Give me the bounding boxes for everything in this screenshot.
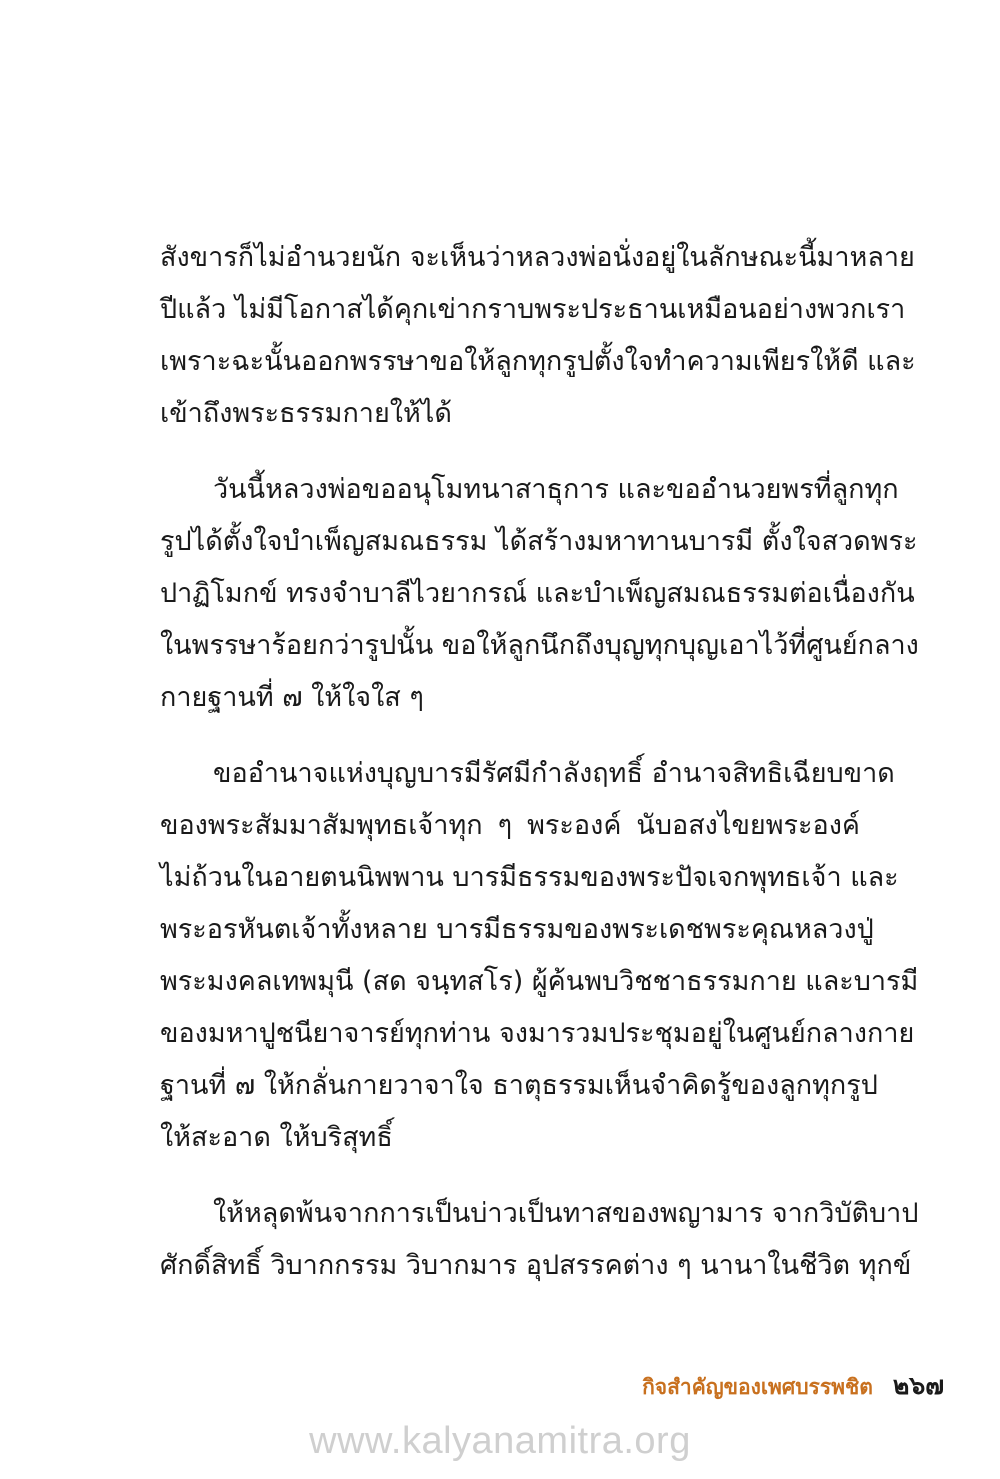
text-line: ขออำนาจแห่งบุญบารมีรัศมีกำลังฤทธิ์ อำนาจสิทธิเฉียบขาด — [213, 758, 895, 789]
text-line: วันนี้หลวงพ่อขออนุโมทนาสาธุการ และขออำนวยพรที่ลูกทุก — [213, 474, 899, 505]
text-line: เพราะฉะนั้นออกพรรษาขอให้ลูกทุกรูปตั้งใจทำความเพียรให้ดี และ — [160, 346, 916, 377]
text-line: ของมหาปูชนียาจารย์ทุกท่าน จงมารวมประชุมอยู่ในศูนย์กลางกาย — [160, 1018, 915, 1049]
text-line: ให้หลุดพ้นจากการเป็นบ่าวเป็นทาสของพญามาร จากวิบัติบาป — [213, 1198, 919, 1229]
text-line: ปาฏิโมกข์ ทรงจำบาลีไวยากรณ์ และบำเพ็ญสมณธรรมต่อเนื่องกัน — [160, 578, 915, 609]
text-line: ปีแล้ว ไม่มีโอกาสได้คุกเข่ากราบพระประธานเหมือนอย่างพวกเรา — [160, 294, 906, 325]
text-line: ให้สะอาด ให้บริสุทธิ์ — [160, 1122, 393, 1153]
body-text — [160, 232, 919, 1292]
page-footer — [642, 1366, 944, 1406]
text-line: รูปได้ตั้งใจบำเพ็ญสมณธรรม ได้สร้างมหาทานบารมี ตั้งใจสวดพระ — [160, 526, 918, 557]
paragraph-anumodana — [160, 464, 919, 724]
text-line: กายฐานที่ ๗ ให้ใจใส ๆ — [160, 682, 424, 713]
paragraph-liberation — [160, 1188, 919, 1292]
text-line: ศักดิ์สิทธิ์ วิบากกรรม วิบากมาร อุปสรรคต่าง ๆ นานาในชีวิต ทุกข์ — [160, 1250, 912, 1281]
watermark: www.kalyanamitra.org — [309, 1420, 691, 1462]
running-title: กิจสำคัญของเพศบรรพชิต — [642, 1375, 873, 1399]
paragraph-blessing — [160, 748, 919, 1164]
text-line: ของพระสัมมาสัมพุทธเจ้าทุก ๆ พระองค์ นับอสงไขยพระองค์ — [160, 810, 860, 841]
text-line: ฐานที่ ๗ ให้กลั่นกายวาจาใจ ธาตุธรรมเห็นจำคิดรู้ของลูกทุกรูป — [160, 1070, 878, 1101]
text-line: เข้าถึงพระธรรมกายให้ได้ — [160, 398, 452, 429]
page-number: ๒๖๗ — [892, 1371, 944, 1400]
text-line: ในพรรษาร้อยกว่ารูปนั้น ขอให้ลูกนึกถึงบุญทุกบุญเอาไว้ที่ศูนย์กลาง — [160, 630, 919, 661]
text-line: ไม่ถ้วนในอายตนนิพพาน บารมีธรรมของพระปัจเจกพุทธเจ้า และ — [160, 862, 899, 893]
paragraph-continuation — [160, 232, 916, 440]
text-line: สังขารก็ไม่อำนวยนัก จะเห็นว่าหลวงพ่อนั่งอยู่ในลักษณะนี้มาหลาย — [160, 242, 915, 273]
text-line: พระมงคลเทพมุนี (สด จนฺทสโร) ผู้ค้นพบวิชชาธรรมกาย และบารมี — [160, 966, 919, 997]
text-line: พระอรหันตเจ้าทั้งหลาย บารมีธรรมของพระเดชพระคุณหลวงปู่ — [160, 914, 874, 945]
